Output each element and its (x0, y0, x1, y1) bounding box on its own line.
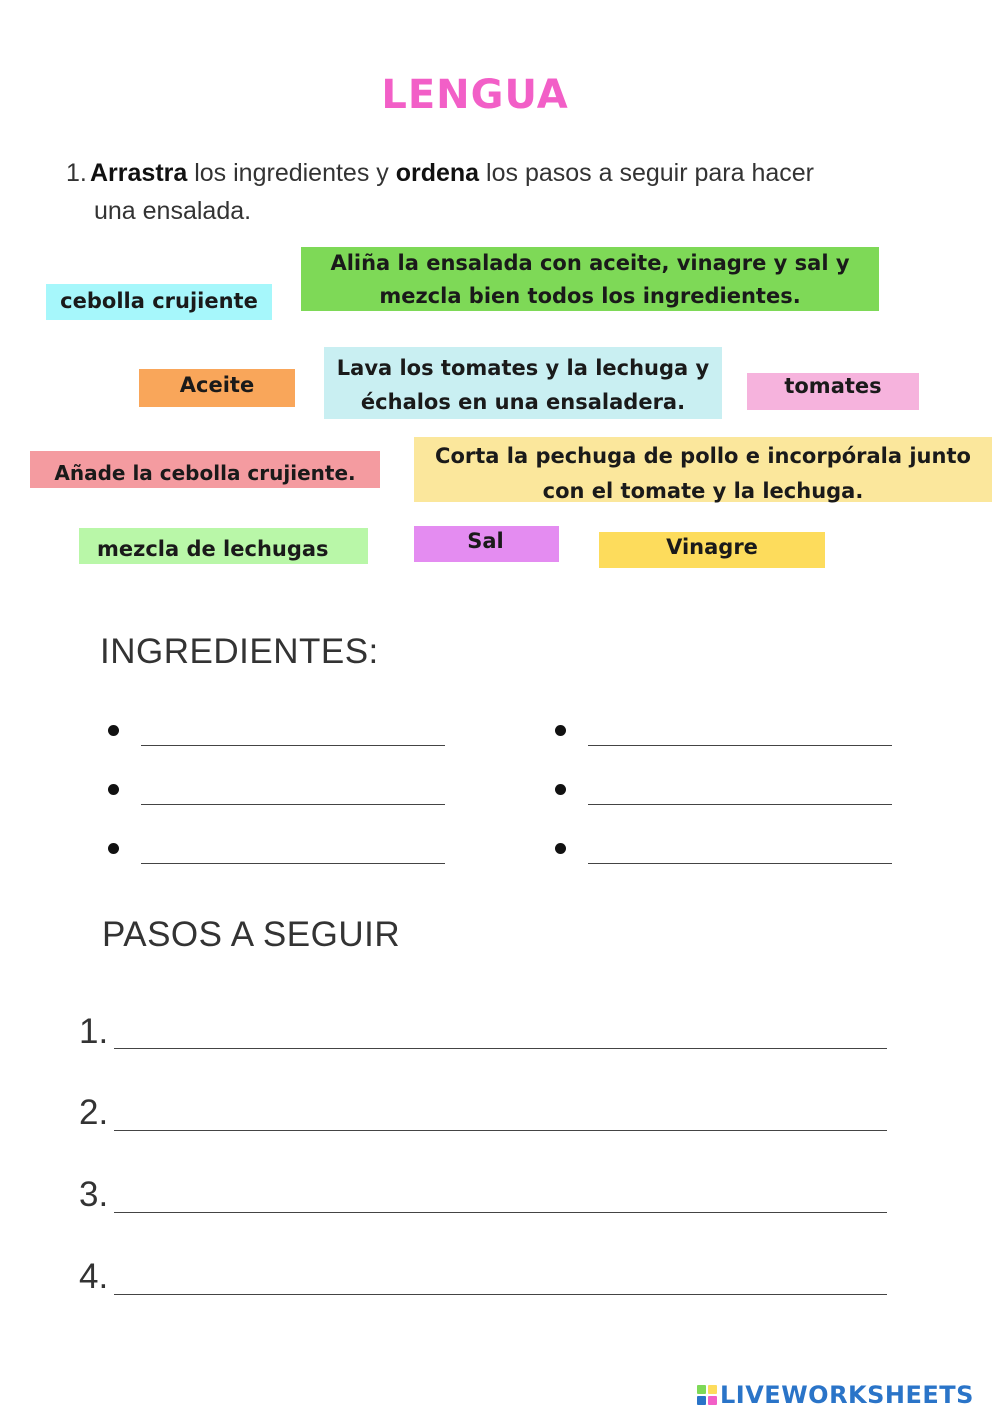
ingredient-slot-5[interactable] (588, 804, 892, 805)
bullet-6 (555, 843, 566, 854)
chip-step-lava[interactable]: Lava los tomates y la lechuga y échalos en una ensaladera. (324, 347, 722, 419)
instruction-bold-drag: Arrastra (90, 159, 188, 187)
instruction-bold-order: ordena (395, 159, 480, 187)
bullet-3 (108, 843, 119, 854)
bullet-2 (108, 784, 119, 795)
ingredient-slot-6[interactable] (588, 863, 892, 864)
ingredientes-heading: INGREDIENTES: (100, 632, 379, 671)
logo-text: LIVEWORKSHEETS (720, 1381, 974, 1409)
chip-step-anade[interactable]: Añade la cebolla crujiente. (30, 451, 380, 488)
instruction-text (66, 154, 906, 230)
step-number-2: 2. (79, 1093, 109, 1132)
bullet-1 (108, 725, 119, 736)
chip-step-corta[interactable]: Corta la pechuga de pollo e incorpórala junto con el tomate y la lechuga. (414, 437, 992, 502)
ingredient-slot-3[interactable] (141, 863, 445, 864)
ingredient-slot-2[interactable] (141, 804, 445, 805)
instruction-part: los pasos a seguir para hacer (479, 159, 815, 187)
step-slot-1[interactable] (114, 1048, 887, 1049)
chip-aceite[interactable]: Aceite (139, 369, 295, 407)
page-title: LENGUA (381, 72, 569, 118)
step-slot-3[interactable] (114, 1212, 887, 1213)
chip-step-alina[interactable]: Aliña la ensalada con aceite, vinagre y sal y mezcla bien todos los ingredientes. (301, 247, 879, 311)
chip-mezcla-de-lechugas[interactable]: mezcla de lechugas (79, 528, 368, 564)
step-number-3: 3. (79, 1175, 109, 1214)
ingredient-slot-1[interactable] (141, 745, 445, 746)
chip-sal[interactable]: Sal (414, 526, 559, 562)
pasos-heading: PASOS A SEGUIR (102, 915, 401, 954)
instruction-part: los ingredientes y (187, 159, 396, 187)
logo-squares-icon (697, 1385, 717, 1405)
bullet-5 (555, 784, 566, 795)
step-number-1: 1. (79, 1012, 109, 1051)
chip-vinagre[interactable]: Vinagre (599, 532, 825, 568)
bullet-4 (555, 725, 566, 736)
instruction-number: 1. (66, 159, 87, 187)
liveworksheets-logo (697, 1380, 974, 1410)
chip-tomates[interactable]: tomates (747, 373, 919, 410)
chip-cebolla-crujiente[interactable]: cebolla crujiente (46, 284, 272, 320)
step-slot-2[interactable] (114, 1130, 887, 1131)
step-number-4: 4. (79, 1257, 109, 1296)
instruction-continuation: una ensalada. (94, 197, 252, 225)
ingredient-slot-4[interactable] (588, 745, 892, 746)
step-slot-4[interactable] (114, 1294, 887, 1295)
